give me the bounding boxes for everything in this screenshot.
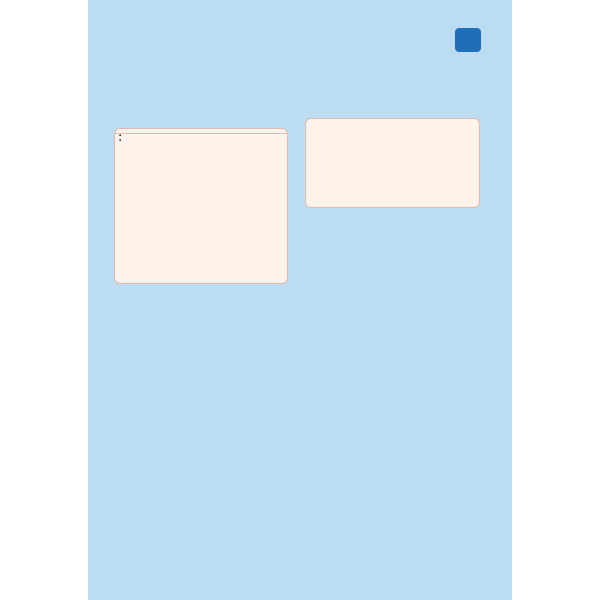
exercise-line[interactable]	[123, 412, 288, 424]
exercise-line[interactable]	[123, 363, 288, 375]
exercise-line[interactable]	[123, 400, 288, 412]
unit-letter	[455, 28, 481, 52]
exercise-line[interactable]	[123, 338, 288, 350]
exercise-line[interactable]	[123, 350, 288, 362]
exercise-line[interactable]	[123, 375, 288, 387]
exercise-5-items	[123, 338, 288, 462]
textbook-page	[88, 0, 512, 600]
grammar-table	[114, 128, 288, 284]
exercise-line[interactable]	[123, 388, 288, 400]
unit-badge	[443, 14, 483, 54]
table-divider	[115, 133, 287, 134]
exercise-line[interactable]	[123, 425, 288, 437]
exercise-line[interactable]	[123, 450, 288, 462]
exercise-line[interactable]	[123, 437, 288, 449]
stative-verbs-table	[305, 118, 480, 208]
